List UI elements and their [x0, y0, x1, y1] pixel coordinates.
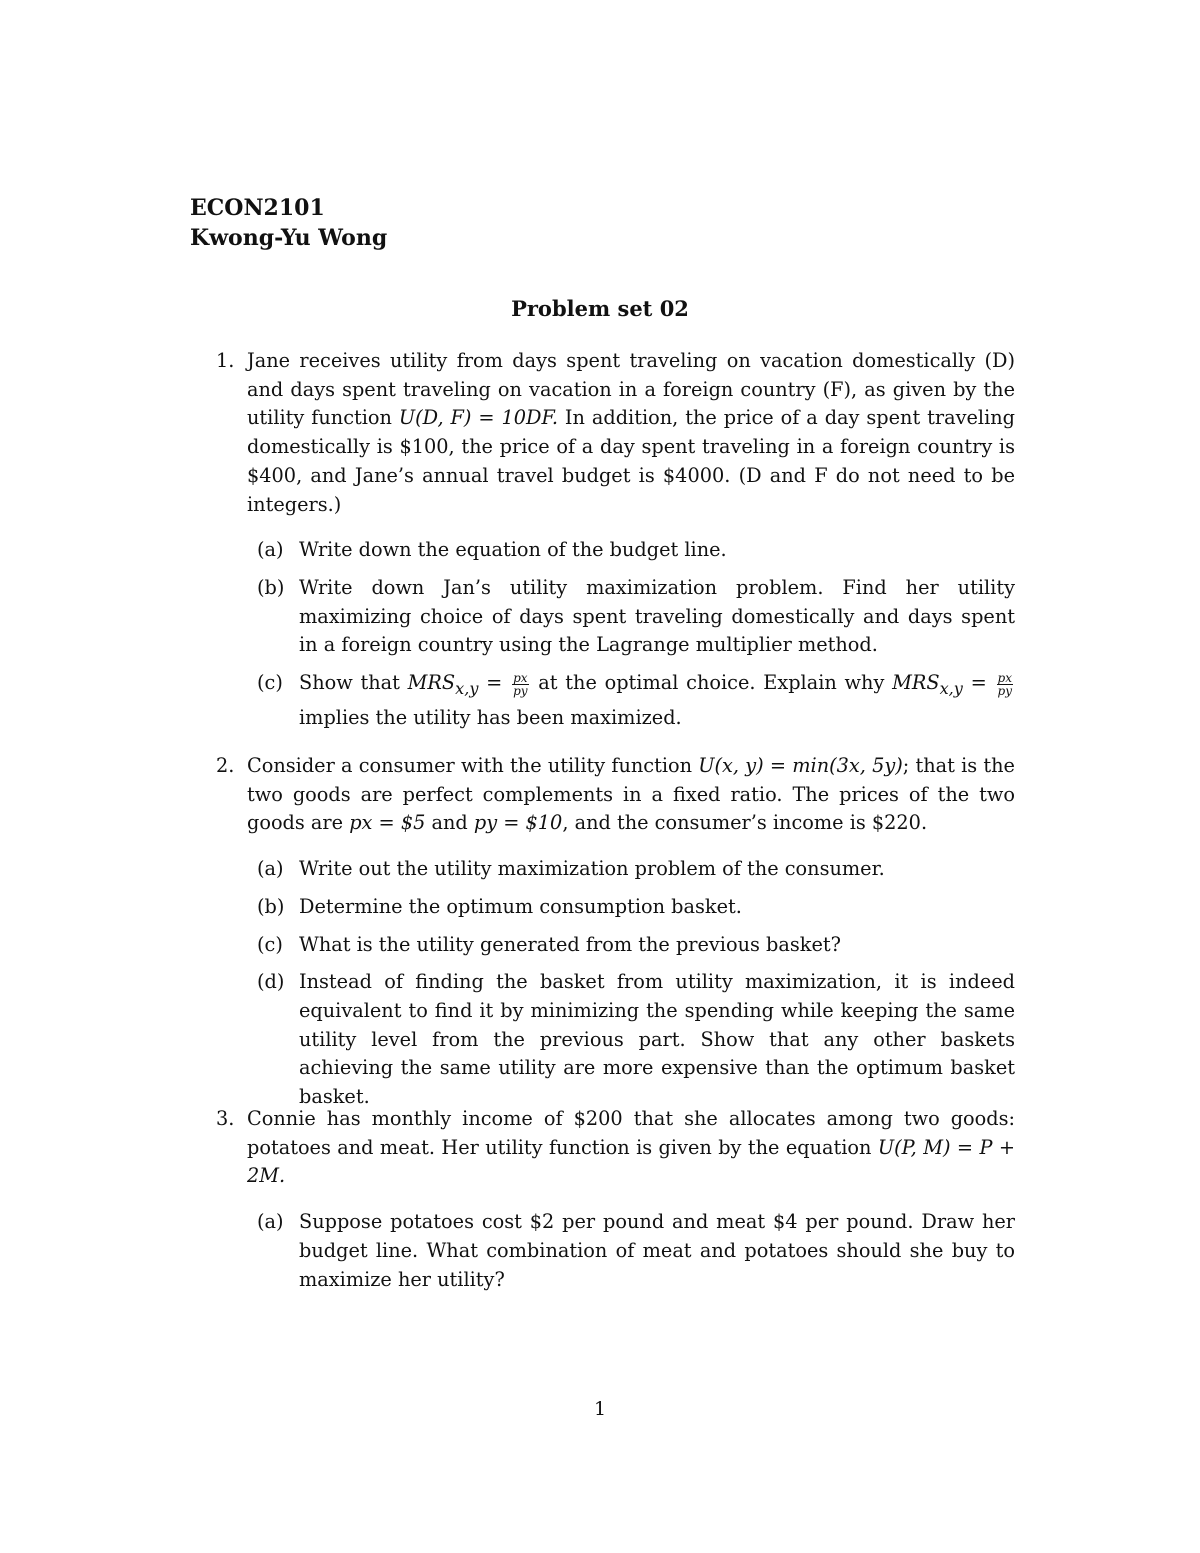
part-label: (b): [257, 575, 285, 599]
question-3-part-a: [247, 1208, 1015, 1294]
equals-sign: =: [962, 671, 995, 695]
price-y: py = $10: [473, 811, 563, 835]
question-2-parts: [247, 855, 1015, 1112]
question-2-text-d: , and the consumer’s income is $220.: [562, 811, 928, 835]
question-1-text-a: Jane receives utility from days spent traveling on vacation domestically (D) and days spent traveling on vacation in a foreign country (F), as given by the utility function: [247, 349, 1015, 430]
question-3-text-a: Connie has monthly income of $200 that she allocates among two goods: potatoes and meat. Her utility function is given by the equation: [247, 1107, 1015, 1159]
price-x: px = $5: [349, 811, 426, 835]
fraction-denominator: py: [513, 683, 528, 698]
fraction-denominator: py: [997, 683, 1012, 698]
question-2-text-a: Consider a consumer with the utility function: [247, 754, 699, 777]
part-label: (a): [257, 538, 284, 562]
question-1-text: [247, 347, 1015, 519]
question-1-part-a: [247, 536, 1015, 565]
question-3-number: 3.: [216, 1107, 235, 1130]
price-ratio-fraction: [997, 672, 1013, 697]
part-text: What is the utility generated from the previous basket?: [299, 932, 841, 956]
question-2-part-c: [247, 931, 1015, 960]
question-1-part-c: [247, 669, 1015, 732]
part-text: Write down Jan’s utility maximization problem. Find her utility maximizing choice of days spent traveling domestically and days spent in a foreign country using the Lagrange multiplier method.: [299, 575, 1015, 657]
part-c-text-2: at the optimal choice. Explain why: [530, 671, 893, 695]
question-1-formula: U(D, F) = 10DF.: [398, 406, 558, 430]
question-2-text-b: ; that is the two goods are perfect complements in a fixed ratio. The prices of the two goods are: [247, 754, 1015, 835]
question-1-number: 1.: [216, 349, 235, 372]
part-text: Determine the optimum consumption basket.: [299, 894, 742, 918]
question-1-parts: [247, 536, 1015, 732]
part-text: [299, 669, 1015, 732]
question-3-parts: [247, 1208, 1015, 1294]
problem-set-title: Problem set 02: [511, 296, 689, 321]
price-ratio-fraction: [512, 672, 528, 697]
question-3-text: [247, 1105, 1015, 1191]
question-1-part-b: [247, 574, 1015, 660]
part-text: Write out the utility maximization problem of the consumer.: [299, 857, 885, 881]
question-2-formula: U(x, y) = min(3x, 5y): [698, 754, 903, 777]
question-1: [190, 347, 1015, 741]
question-3: [190, 1105, 1015, 1303]
fraction-numerator: px: [513, 670, 528, 685]
fraction-numerator: px: [997, 670, 1012, 685]
page-number: 1: [593, 1398, 607, 1420]
part-text: Instead of finding the basket from utility maximization, it is indeed equivalent to find it by minimizing the spending while keeping the same utility level from the previous part. Show that any other baskets achieving the same utility are more expensive than the optimum basket basket.: [299, 970, 1015, 1109]
question-2-part-a: [247, 855, 1015, 884]
part-c-text-1: Show that: [299, 671, 408, 695]
part-label: (a): [257, 1210, 284, 1234]
part-label: (c): [257, 671, 283, 695]
question-3-formula: U(P, M) = P + 2M.: [247, 1135, 1015, 1188]
mrs-symbol: MRS: [892, 671, 940, 695]
mrs-subscript: x,y: [455, 678, 479, 698]
question-2-text-c: and: [425, 811, 474, 835]
question-1-text-b: In addition, the price of a day spent traveling domestically is $100, the price of a day spent traveling in a foreign country is $400, and Jane’s annual travel budget is $4000. (D and F do not need to be integers.): [247, 406, 1015, 516]
part-label: (d): [257, 970, 285, 994]
author-name: Kwong-Yu Wong: [190, 225, 388, 251]
part-c-text-3: implies the utility has been maximized.: [299, 705, 682, 729]
mrs-symbol: MRS: [407, 671, 456, 695]
course-code: ECON2101: [190, 195, 325, 221]
question-2-part-d: [247, 968, 1015, 1112]
question-2-text: [247, 752, 1015, 838]
mrs-subscript: x,y: [939, 678, 963, 698]
part-text: Write down the equation of the budget line.: [299, 538, 727, 562]
part-label: (c): [257, 932, 283, 956]
part-label: (a): [257, 857, 284, 881]
question-2: [190, 752, 1015, 1121]
question-2-part-b: [247, 893, 1015, 922]
equals-sign: =: [478, 671, 511, 695]
part-label: (b): [257, 894, 285, 918]
question-2-number: 2.: [216, 754, 235, 777]
part-text: Suppose potatoes cost $2 per pound and meat $4 per pound. Draw her budget line. What combination of meat and potatoes should she buy to maximize her utility?: [299, 1210, 1015, 1291]
